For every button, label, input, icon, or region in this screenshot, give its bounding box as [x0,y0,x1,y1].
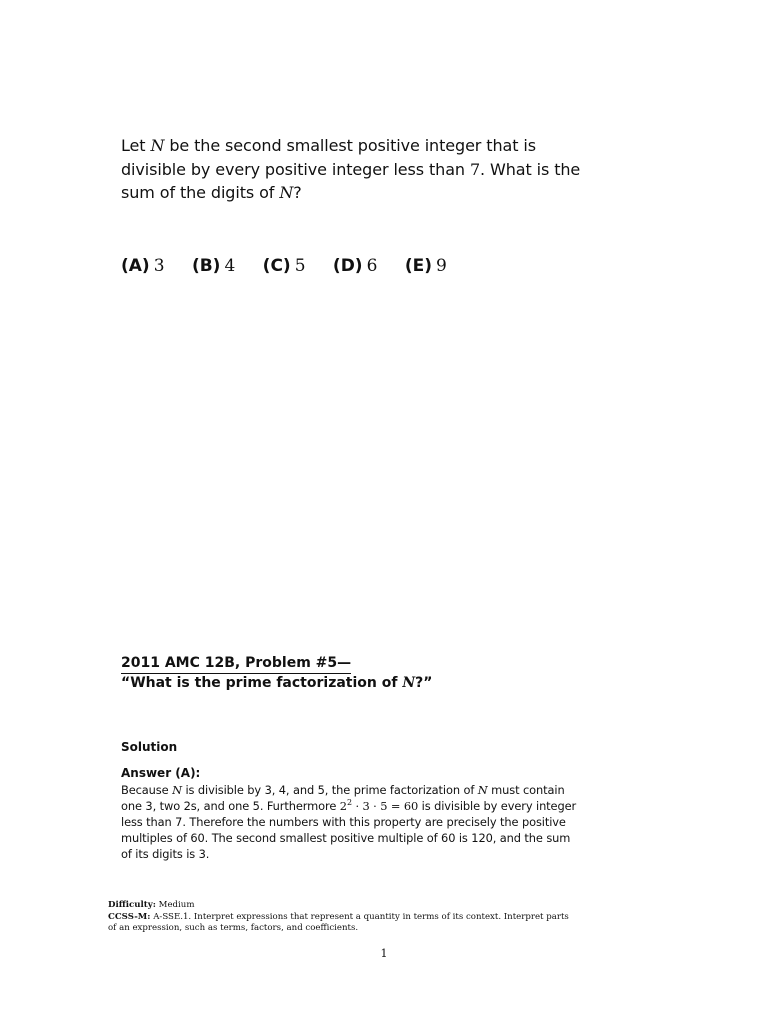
answer-label: Answer (A): [121,766,201,780]
page-number: 1 [380,947,388,960]
choice-value: 9 [435,256,447,276]
problem-statement [121,134,581,205]
answer-choices [121,256,469,276]
solution-text-part: is divisible by 3, 4, and 5, the prime factorization of [181,783,478,797]
difficulty-label: Difficulty: [108,900,156,910]
ccss-value: A-SSE.1. Interpret expressions that represent a quantity in terms of its context. Interpret parts of an expression, such as terms, factors, and coefficients. [108,911,569,933]
choice-value: 6 [366,256,378,276]
metadata-footer [108,900,578,935]
choice-value: 3 [153,256,165,276]
difficulty-value: Medium [155,900,195,910]
equation [340,799,418,813]
choice-d [333,256,377,276]
number-seven: 7 [469,159,481,179]
problem-source [121,655,432,692]
source-subtitle-text: ?” [415,675,433,691]
problem-text-part: be the second smallest positive integer that is divisible by every positive integer less than [121,136,536,179]
solution-text [121,782,581,862]
equation-exponent: 2 [346,798,352,808]
problem-text-part: . What is the sum of the digits of [121,159,581,202]
solution-text-part: Because [121,783,173,797]
source-subtitle-text: “What is the prime factorization of [121,675,403,691]
equation-base: 2 [339,799,347,813]
problem-text-part: ? [293,183,302,202]
difficulty-line [108,900,578,912]
ccss-line [108,912,578,935]
choice-label: (E) [404,256,432,276]
solution-heading: Solution [121,740,178,754]
choice-value: 4 [224,256,236,276]
choice-c [263,256,306,276]
variable-n: N [172,783,182,797]
choice-label: (D) [332,256,363,276]
variable-n: N [402,675,416,691]
solution-text-part: must contain one 3, two 2s, and one 5. Furthermore [121,783,565,813]
variable-n: N [477,783,488,797]
problem-text-part: Let [121,136,151,155]
source-title: 2011 AMC 12B, Problem #5— [121,655,351,674]
variable-n: N [150,136,165,155]
source-subtitle [121,675,432,692]
choice-b [192,256,235,276]
choice-value: 5 [294,256,306,276]
solution-text-part: is divisible by every integer less than 7. Therefore the numbers with this property are precisely the positive multiples of 60. The second smallest positive multiple of 60 is 120, and the sum of its digits is 3. [121,799,577,861]
ccss-label: CCSS-M: [108,911,151,922]
variable-n: N [279,183,294,202]
choice-label: (A) [121,256,150,276]
choice-e [405,256,447,276]
choice-label: (C) [262,256,291,276]
equation-rest: · 3 · 5 = 60 [351,799,419,813]
choice-label: (B) [191,256,221,276]
choice-a [121,256,165,276]
